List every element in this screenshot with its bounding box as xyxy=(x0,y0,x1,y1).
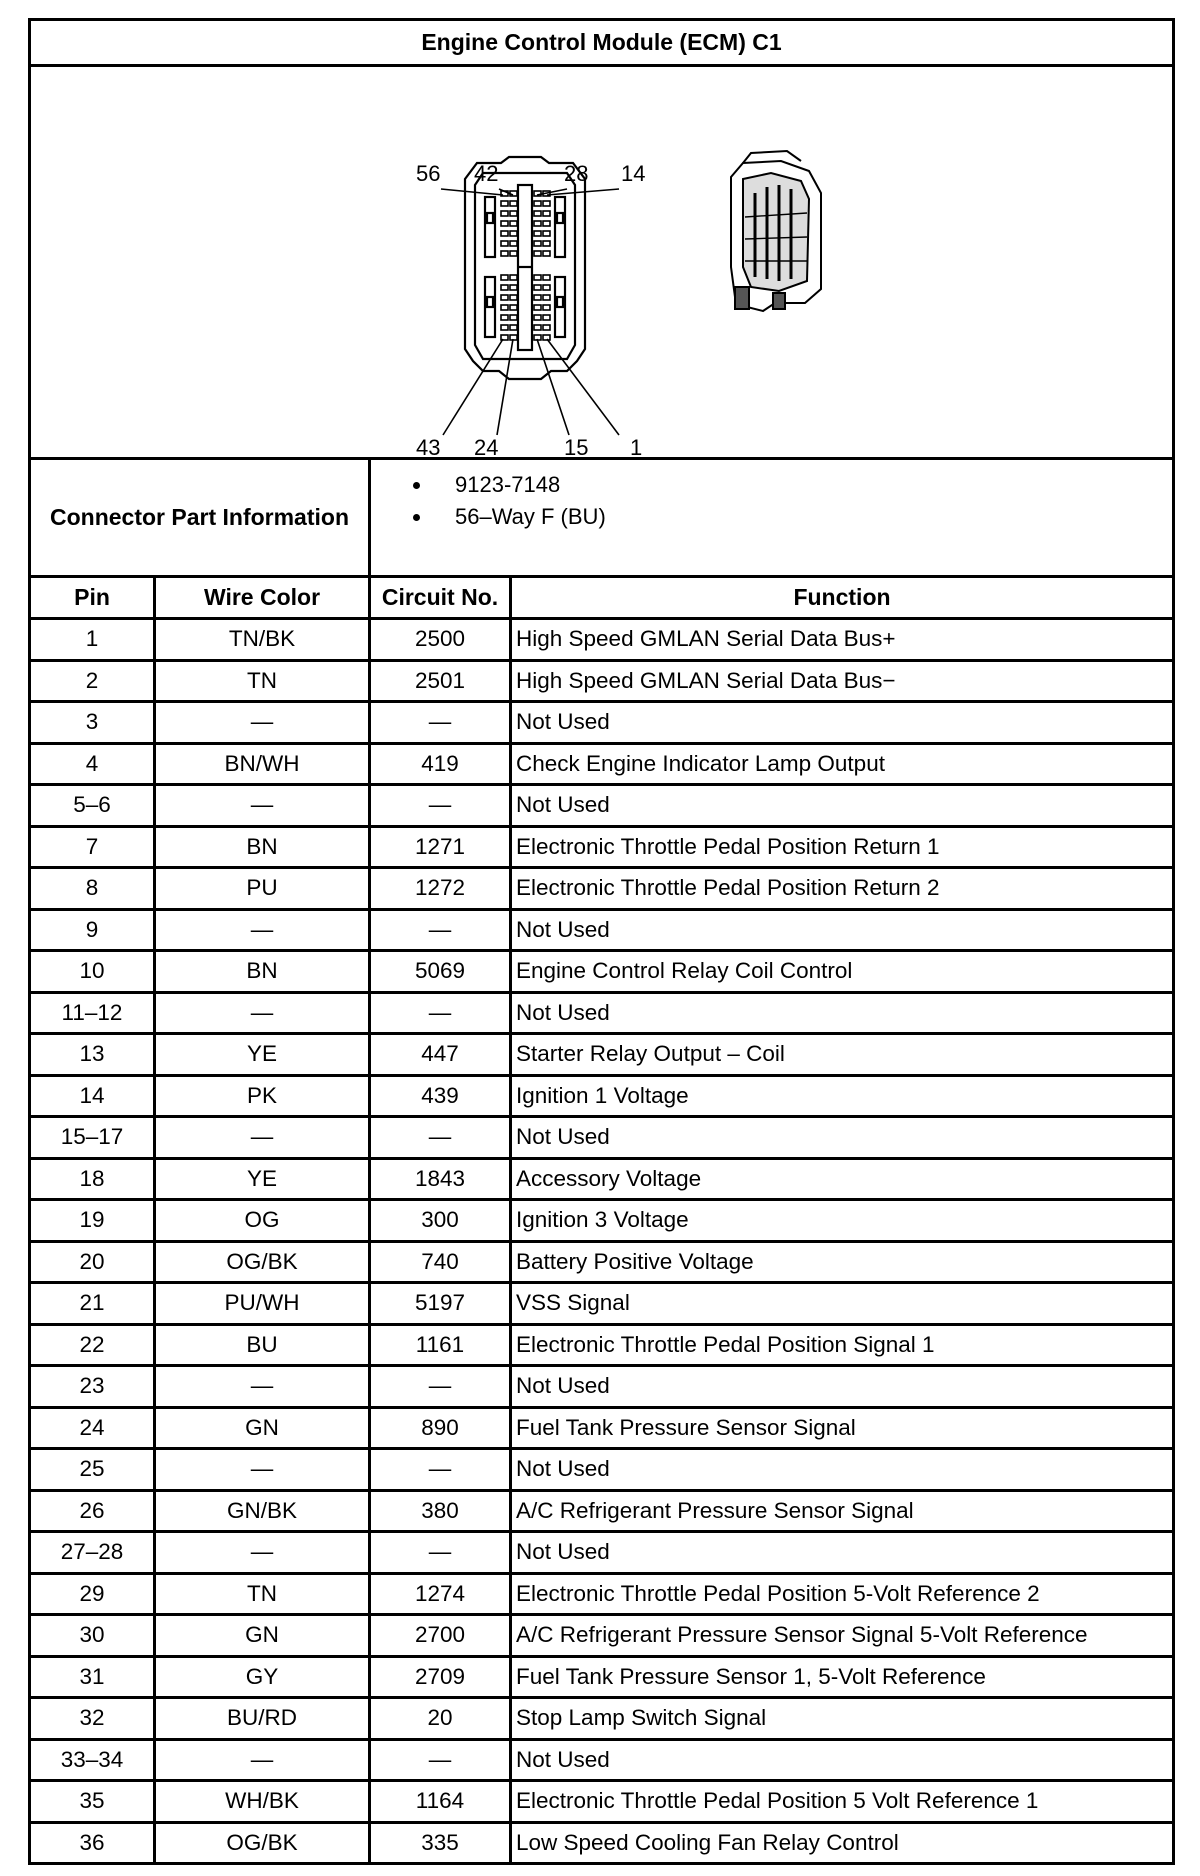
table-row xyxy=(30,992,1174,1034)
cell-wire-color: GN xyxy=(155,1407,370,1449)
cell-wire-color: — xyxy=(155,702,370,744)
connector-face-view xyxy=(441,157,619,435)
cell-function: Fuel Tank Pressure Sensor Signal xyxy=(511,1407,1174,1449)
cell-wire-color: GN xyxy=(155,1615,370,1657)
cell-pin: 32 xyxy=(30,1698,155,1740)
cell-function: Not Used xyxy=(511,1449,1174,1491)
table-row xyxy=(30,1200,1174,1242)
table-row xyxy=(30,1781,1174,1823)
cell-function: Ignition 1 Voltage xyxy=(511,1075,1174,1117)
cell-function: Accessory Voltage xyxy=(511,1158,1174,1200)
cell-circuit: — xyxy=(370,1366,511,1408)
table-row xyxy=(30,1573,1174,1615)
cell-circuit: 1164 xyxy=(370,1781,511,1823)
cell-pin: 5–6 xyxy=(30,785,155,827)
cell-circuit: 2709 xyxy=(370,1656,511,1698)
cell-pin: 11–12 xyxy=(30,992,155,1034)
cell-function: Stop Lamp Switch Signal xyxy=(511,1698,1174,1740)
cell-function: High Speed GMLAN Serial Data Bus+ xyxy=(511,619,1174,661)
cell-pin: 35 xyxy=(30,1781,155,1823)
cell-wire-color: OG xyxy=(155,1200,370,1242)
table-row xyxy=(30,1698,1174,1740)
cell-circuit: 2500 xyxy=(370,619,511,661)
cell-circuit: 335 xyxy=(370,1822,511,1864)
table-row xyxy=(30,1739,1174,1781)
table-row xyxy=(30,660,1174,702)
cell-wire-color: PU xyxy=(155,868,370,910)
cell-function: Not Used xyxy=(511,702,1174,744)
cell-function: Engine Control Relay Coil Control xyxy=(511,951,1174,993)
connector-sheet xyxy=(28,18,1172,1865)
connector-diagram xyxy=(30,66,1174,459)
cell-circuit: — xyxy=(370,1117,511,1159)
cell-pin: 14 xyxy=(30,1075,155,1117)
cell-pin: 21 xyxy=(30,1283,155,1325)
table-row xyxy=(30,1366,1174,1408)
cell-function: Electronic Throttle Pedal Position Return 1 xyxy=(511,826,1174,868)
cell-circuit: 419 xyxy=(370,743,511,785)
cell-function: Starter Relay Output – Coil xyxy=(511,1034,1174,1076)
column-header-circuit: Circuit No. xyxy=(370,577,511,619)
cell-function: Not Used xyxy=(511,1739,1174,1781)
table-row xyxy=(30,1656,1174,1698)
pin-label-15: 15 xyxy=(564,435,589,457)
table-row xyxy=(30,1490,1174,1532)
cell-wire-color: — xyxy=(155,1739,370,1781)
table-row xyxy=(30,1117,1174,1159)
cell-circuit: 300 xyxy=(370,1200,511,1242)
cell-function: Not Used xyxy=(511,1117,1174,1159)
table-row xyxy=(30,951,1174,993)
cell-circuit: 439 xyxy=(370,1075,511,1117)
connector-type: • 56–Way F (BU) xyxy=(433,504,1172,530)
table-row xyxy=(30,1822,1174,1864)
table-row xyxy=(30,1615,1174,1657)
cell-circuit: 5069 xyxy=(370,951,511,993)
pin-label-14: 14 xyxy=(621,161,646,186)
cell-wire-color: — xyxy=(155,1366,370,1408)
cell-circuit: 380 xyxy=(370,1490,511,1532)
cell-wire-color: — xyxy=(155,785,370,827)
cell-wire-color: YE xyxy=(155,1158,370,1200)
column-header-function: Function xyxy=(511,577,1174,619)
cell-circuit: — xyxy=(370,785,511,827)
cell-function: Electronic Throttle Pedal Position 5-Volt Reference 2 xyxy=(511,1573,1174,1615)
cell-wire-color: — xyxy=(155,992,370,1034)
cell-wire-color: OG/BK xyxy=(155,1822,370,1864)
pin-number-labels xyxy=(416,161,645,457)
table-row xyxy=(30,1075,1174,1117)
cell-function: VSS Signal xyxy=(511,1283,1174,1325)
cell-wire-color: PU/WH xyxy=(155,1283,370,1325)
cell-circuit: — xyxy=(370,909,511,951)
cell-function: High Speed GMLAN Serial Data Bus− xyxy=(511,660,1174,702)
cell-pin: 19 xyxy=(30,1200,155,1242)
table-row xyxy=(30,826,1174,868)
cell-wire-color: TN xyxy=(155,1573,370,1615)
cell-function: Not Used xyxy=(511,785,1174,827)
connector-table xyxy=(28,18,1175,1865)
cell-circuit: 1843 xyxy=(370,1158,511,1200)
cell-circuit: — xyxy=(370,1739,511,1781)
cell-pin: 4 xyxy=(30,743,155,785)
cell-wire-color: — xyxy=(155,1117,370,1159)
connector-diagram-svg xyxy=(31,67,1171,457)
cell-circuit: — xyxy=(370,702,511,744)
cell-function: Electronic Throttle Pedal Position Return 2 xyxy=(511,868,1174,910)
cell-wire-color: — xyxy=(155,1532,370,1574)
cell-circuit: 1161 xyxy=(370,1324,511,1366)
cell-function: Battery Positive Voltage xyxy=(511,1241,1174,1283)
cell-pin: 1 xyxy=(30,619,155,661)
cell-wire-color: WH/BK xyxy=(155,1781,370,1823)
connector-info-label: Connector Part Information xyxy=(30,459,370,577)
connector-info-values xyxy=(370,459,1174,577)
cell-wire-color: PK xyxy=(155,1075,370,1117)
column-header-wire-color: Wire Color xyxy=(155,577,370,619)
cell-pin: 9 xyxy=(30,909,155,951)
connector-part-number: • 9123-7148 xyxy=(433,472,1172,498)
cell-pin: 8 xyxy=(30,868,155,910)
cell-function: Fuel Tank Pressure Sensor 1, 5-Volt Reference xyxy=(511,1656,1174,1698)
cell-pin: 29 xyxy=(30,1573,155,1615)
table-row xyxy=(30,702,1174,744)
cell-circuit: — xyxy=(370,1532,511,1574)
cell-function: Low Speed Cooling Fan Relay Control xyxy=(511,1822,1174,1864)
cell-pin: 20 xyxy=(30,1241,155,1283)
cell-pin: 27–28 xyxy=(30,1532,155,1574)
cell-function: A/C Refrigerant Pressure Sensor Signal xyxy=(511,1490,1174,1532)
cell-wire-color: — xyxy=(155,909,370,951)
cell-wire-color: YE xyxy=(155,1034,370,1076)
cell-function: Not Used xyxy=(511,1366,1174,1408)
cell-wire-color: BN xyxy=(155,826,370,868)
cell-pin: 33–34 xyxy=(30,1739,155,1781)
table-row xyxy=(30,868,1174,910)
cell-circuit: 890 xyxy=(370,1407,511,1449)
table-row xyxy=(30,1532,1174,1574)
connector-side-view xyxy=(731,151,821,311)
table-row xyxy=(30,1158,1174,1200)
pin-label-43: 43 xyxy=(416,435,441,457)
cell-pin: 3 xyxy=(30,702,155,744)
cell-pin: 25 xyxy=(30,1449,155,1491)
cell-pin: 22 xyxy=(30,1324,155,1366)
table-row xyxy=(30,1407,1174,1449)
cell-pin: 26 xyxy=(30,1490,155,1532)
cell-pin: 30 xyxy=(30,1615,155,1657)
cell-wire-color: BN/WH xyxy=(155,743,370,785)
cell-wire-color: BU xyxy=(155,1324,370,1366)
cell-circuit: 1272 xyxy=(370,868,511,910)
cell-function: Not Used xyxy=(511,992,1174,1034)
cell-function: Check Engine Indicator Lamp Output xyxy=(511,743,1174,785)
table-row xyxy=(30,1324,1174,1366)
table-row xyxy=(30,1241,1174,1283)
cell-pin: 31 xyxy=(30,1656,155,1698)
cell-function: Ignition 3 Voltage xyxy=(511,1200,1174,1242)
cell-pin: 2 xyxy=(30,660,155,702)
cell-circuit: 5197 xyxy=(370,1283,511,1325)
table-row xyxy=(30,1034,1174,1076)
cell-wire-color: BN xyxy=(155,951,370,993)
column-header-row xyxy=(30,577,1174,619)
table-title: Engine Control Module (ECM) C1 xyxy=(30,20,1174,66)
cell-pin: 7 xyxy=(30,826,155,868)
cell-circuit: 1271 xyxy=(370,826,511,868)
column-header-pin: Pin xyxy=(30,577,155,619)
cell-circuit: — xyxy=(370,992,511,1034)
cell-circuit: 2700 xyxy=(370,1615,511,1657)
cell-function: Electronic Throttle Pedal Position 5 Volt Reference 1 xyxy=(511,1781,1174,1823)
cell-wire-color: TN/BK xyxy=(155,619,370,661)
cell-pin: 23 xyxy=(30,1366,155,1408)
pin-label-56: 56 xyxy=(416,161,441,186)
cell-function: Not Used xyxy=(511,909,1174,951)
pin-label-24: 24 xyxy=(474,435,499,457)
table-row xyxy=(30,909,1174,951)
cell-circuit: 2501 xyxy=(370,660,511,702)
cell-pin: 18 xyxy=(30,1158,155,1200)
table-row xyxy=(30,619,1174,661)
table-row xyxy=(30,785,1174,827)
pin-label-42: 42 xyxy=(474,161,499,186)
cell-function: A/C Refrigerant Pressure Sensor Signal 5-Volt Reference xyxy=(511,1615,1174,1657)
table-row xyxy=(30,743,1174,785)
cell-wire-color: OG/BK xyxy=(155,1241,370,1283)
cell-wire-color: BU/RD xyxy=(155,1698,370,1740)
cell-wire-color: — xyxy=(155,1449,370,1491)
pin-label-1: 1 xyxy=(630,435,643,457)
cell-circuit: 447 xyxy=(370,1034,511,1076)
cell-pin: 36 xyxy=(30,1822,155,1864)
cell-circuit: 740 xyxy=(370,1241,511,1283)
cell-pin: 15–17 xyxy=(30,1117,155,1159)
cell-wire-color: GN/BK xyxy=(155,1490,370,1532)
cell-circuit: 1274 xyxy=(370,1573,511,1615)
cell-wire-color: TN xyxy=(155,660,370,702)
cell-pin: 24 xyxy=(30,1407,155,1449)
cell-pin: 10 xyxy=(30,951,155,993)
table-row xyxy=(30,1449,1174,1491)
cell-pin: 13 xyxy=(30,1034,155,1076)
cell-circuit: — xyxy=(370,1449,511,1491)
table-row xyxy=(30,1283,1174,1325)
pin-label-28: 28 xyxy=(564,161,589,186)
cell-wire-color: GY xyxy=(155,1656,370,1698)
cell-circuit: 20 xyxy=(370,1698,511,1740)
cell-function: Electronic Throttle Pedal Position Signal 1 xyxy=(511,1324,1174,1366)
cell-function: Not Used xyxy=(511,1532,1174,1574)
